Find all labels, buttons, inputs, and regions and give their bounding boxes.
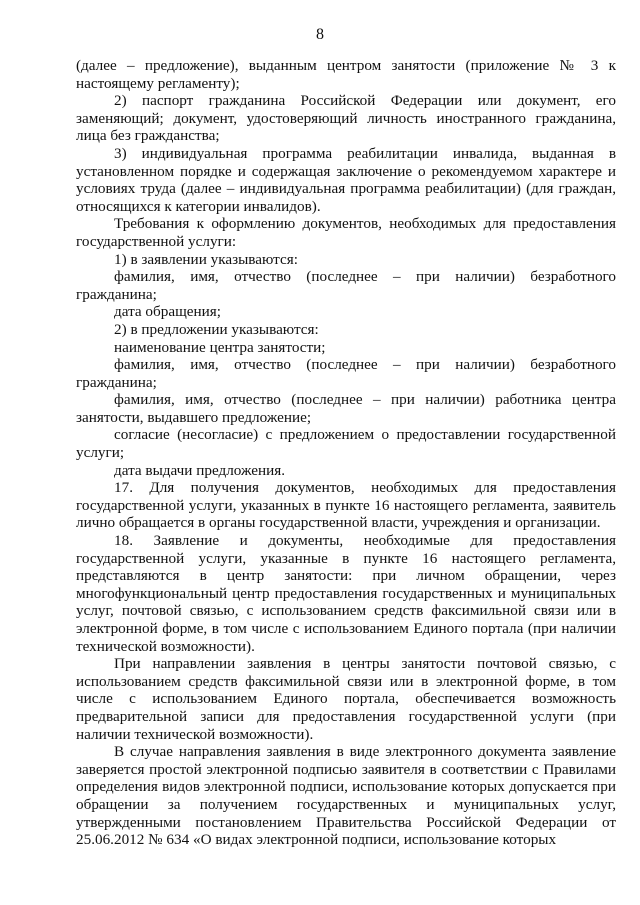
page-number: 8 <box>316 26 324 43</box>
paragraph: фамилия, имя, отчество (последнее – при наличии) безработного гражданина; <box>76 268 616 303</box>
paragraph: При направлении заявления в центры занятости почтовой связью, с использованием средств факсимильной связи или в электронной форме, в том числе с использованием Единого портала, обеспечивается возможность предварительной записи для предоставления государственной услуги (при наличии технической возможности). <box>76 655 616 743</box>
paragraph: наименование центра занятости; <box>114 338 326 356</box>
paragraph: (далее – предложение), выданным центром занятости (приложение № 3 к настоящему регламенту); <box>76 57 616 92</box>
paragraph: согласие (несогласие) с предложением о предоставлении государственной услуги; <box>76 426 616 462</box>
paragraph: В случае направления заявления в виде электронного документа заявление заверяется простой электронной подписью заявителя в соответствии с Правилами определения видов электронной подписи, использование которых допускается при обращении за получением государственных и муниципальных услуг, утвержденными постановлением Правительства Российской Федерации от 25.06.2012 № 634 «О видах электронной подписи, использование которых <box>76 743 616 849</box>
paragraph: дата обращения; <box>114 303 221 321</box>
paragraph: 3) индивидуальная программа реабилитации инвалида, выданная в установленном порядке и содержащая заключение о рекомендуемом характере и условиях труда (далее – индивидуальная программа реабилитации) (для граждан, относящихся к категории инвалидов). <box>76 144 616 215</box>
document-body <box>76 57 616 849</box>
paragraph: фамилия, имя, отчество (последнее – при наличии) работника центра занятости, выдавшего предложение; <box>76 391 616 426</box>
paragraph: фамилия, имя, отчество (последнее – при наличии) безработного гражданина; <box>76 356 616 391</box>
paragraph: 2) в предложении указываются: <box>114 320 319 338</box>
paragraph: 1) в заявлении указываются: <box>114 250 298 268</box>
paragraph: 17. Для получения документов, необходимых для предоставления государственной услуги, указанных в пункте 16 настоящего регламента, заявитель лично обращается в органы государственной власти, учреждения и организации. <box>76 479 616 532</box>
paragraph: Требования к оформлению документов, необходимых для предоставления государственной услуги: <box>76 215 616 250</box>
paragraph: дата выдачи предложения. <box>114 461 286 479</box>
paragraph: 2) паспорт гражданина Российской Федерации или документ, его заменяющий; документ, удостоверяющий личность иностранного гражданина, лица без гражданства; <box>76 92 616 145</box>
paragraph: 18. Заявление и документы, необходимые для предоставления государственной услуги, указанные в пункте 16 настоящего регламента, представляются в центр занятости: при личном обращении, через многофункциональный центр предоставления государственных и муниципальных услуг, почтовой связью, с использованием средств факсимильной связи или в электронной форме, в том числе с использованием Единого портала (при наличии технической возможности). <box>76 532 616 655</box>
